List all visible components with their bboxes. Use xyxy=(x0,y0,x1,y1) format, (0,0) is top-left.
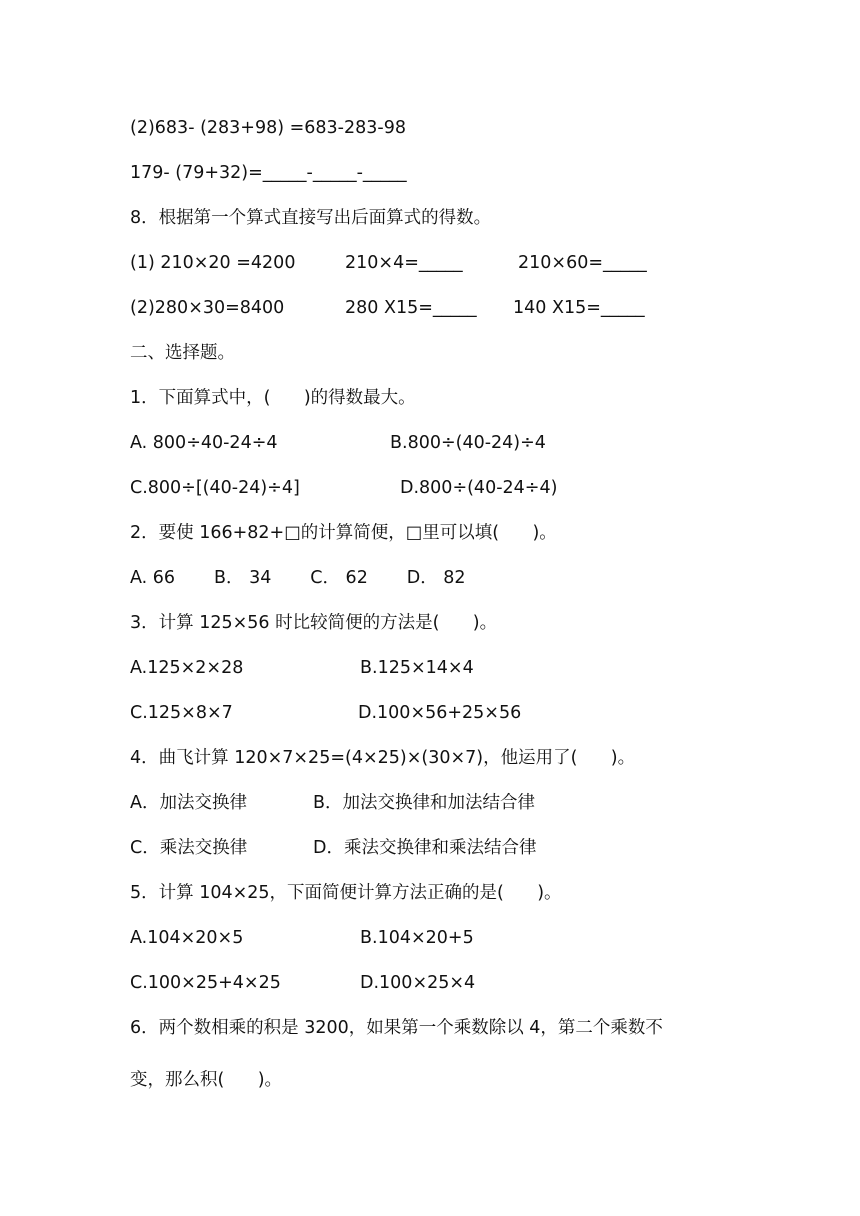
q3-option-b: B.125×14×4 xyxy=(360,658,474,678)
q8-row2-blank-2: 140 X15=_____ xyxy=(513,298,645,318)
q8-row2-given: (2)280×30=8400 xyxy=(130,298,285,318)
q1-option-c: C.800÷[(40-24)÷4] xyxy=(130,478,300,498)
q8-row1-given: (1) 210×20 =4200 xyxy=(130,253,296,273)
q1-option-a: A. 800÷40-24÷4 xyxy=(130,433,278,453)
q4-option-d: D．乘法交换律和乘法结合律 xyxy=(313,838,537,858)
q8-stem: 8．根据第一个算式直接写出后面算式的得数。 xyxy=(130,208,492,228)
q1-option-d: D.800÷(40-24÷4) xyxy=(400,478,558,498)
q2-stem: 2．要使 166+82+□的计算简便，□里可以填( )。 xyxy=(130,523,557,543)
q3-option-c: C.125×8×7 xyxy=(130,703,233,723)
q5-option-b: B.104×20+5 xyxy=(360,928,474,948)
q1-stem: 1．下面算式中，( )的得数最大。 xyxy=(130,388,416,408)
section-heading-choice: 二、选择题。 xyxy=(130,343,235,363)
q8-row2-blank-1: 280 X15=_____ xyxy=(345,298,477,318)
q3-option-d: D.100×56+25×56 xyxy=(358,703,522,723)
q5-option-a: A.104×20×5 xyxy=(130,928,244,948)
q7-line-2: (2)683- (283+98) =683-283-98 xyxy=(130,118,406,138)
q5-option-d: D.100×25×4 xyxy=(360,973,476,993)
q6-stem-line-2: 变，那么积( )。 xyxy=(130,1070,283,1090)
q8-row1-blank-1: 210×4=_____ xyxy=(345,253,463,273)
q4-option-a: A．加法交换律 xyxy=(130,793,247,813)
q4-option-c: C．乘法交换律 xyxy=(130,838,248,858)
q8-row1-blank-2: 210×60=_____ xyxy=(518,253,647,273)
q4-option-b: B．加法交换律和加法结合律 xyxy=(313,793,536,813)
q3-option-a: A.125×2×28 xyxy=(130,658,244,678)
q1-option-b: B.800÷(40-24)÷4 xyxy=(390,433,546,453)
q3-stem: 3．计算 125×56 时比较简便的方法是( )。 xyxy=(130,613,498,633)
q5-stem: 5．计算 104×25，下面简便计算方法正确的是( )。 xyxy=(130,883,562,903)
q4-stem: 4．曲飞计算 120×7×25=(4×25)×(30×7)，他运用了( )。 xyxy=(130,748,636,768)
q6-stem-line-1: 6．两个数相乘的积是 3200，如果第一个乘数除以 4，第二个乘数不 xyxy=(130,1018,663,1038)
q7-line-3: 179- (79+32)=_____-_____-_____ xyxy=(130,163,407,183)
q5-option-c: C.100×25+4×25 xyxy=(130,973,281,993)
q2-options: A. 66 B． 34 C． 62 D． 82 xyxy=(130,568,466,588)
